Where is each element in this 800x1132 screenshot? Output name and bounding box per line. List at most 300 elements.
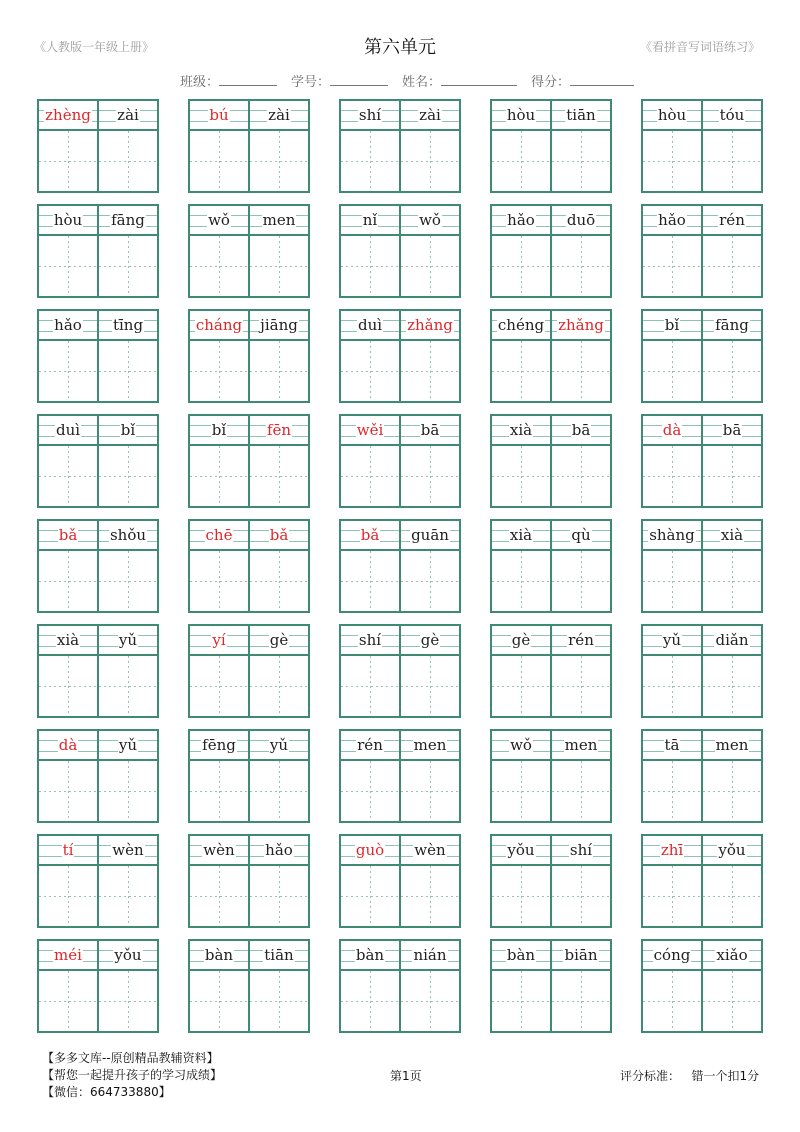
writing-square[interactable] (401, 971, 459, 1031)
pinyin-label (552, 206, 610, 236)
writing-square[interactable] (492, 341, 550, 401)
character-cell (190, 101, 248, 191)
pinyin-text: bā (420, 421, 440, 439)
pinyin-text: xià (509, 421, 533, 439)
pinyin-label (643, 416, 701, 446)
word-box (188, 834, 310, 928)
word-box (188, 519, 310, 613)
pinyin-label (401, 311, 459, 341)
writing-square[interactable] (39, 341, 97, 401)
writing-square[interactable] (401, 761, 459, 821)
student-number-field[interactable] (291, 71, 388, 90)
pinyin-label (341, 731, 399, 761)
pinyin-text: nián (413, 946, 447, 964)
writing-square[interactable] (492, 131, 550, 191)
character-cell (248, 626, 308, 716)
student-number-label: 学号： (291, 75, 331, 90)
writing-square[interactable] (401, 131, 459, 191)
pinyin-label (39, 731, 97, 761)
pinyin-text: hǎo (658, 211, 686, 229)
writing-square[interactable] (39, 866, 97, 926)
pinyin-text: cháng (195, 316, 243, 334)
grading-rule: 错一个扣1分 (691, 1069, 760, 1083)
student-number-blank[interactable] (330, 73, 388, 86)
name-blank[interactable] (441, 73, 517, 86)
word-box (37, 99, 159, 193)
writing-square[interactable] (341, 761, 399, 821)
writing-square[interactable] (39, 761, 97, 821)
character-cell (492, 206, 550, 296)
writing-square[interactable] (341, 446, 399, 506)
writing-square[interactable] (703, 446, 761, 506)
writing-square[interactable] (39, 551, 97, 611)
word-box (490, 309, 612, 403)
character-cell (643, 941, 701, 1031)
writing-square[interactable] (99, 656, 157, 716)
writing-square[interactable] (99, 446, 157, 506)
character-cell (550, 416, 610, 506)
class-field[interactable] (180, 71, 277, 90)
pinyin-label (341, 941, 399, 971)
character-cell (701, 521, 761, 611)
character-cell (248, 311, 308, 401)
pinyin-text: bǐ (664, 316, 680, 334)
character-cell (550, 626, 610, 716)
pinyin-text: wěi (356, 421, 384, 439)
pinyin-text: tiān (264, 946, 294, 964)
pinyin-label (492, 311, 550, 341)
pinyin-label (552, 836, 610, 866)
writing-square[interactable] (552, 551, 610, 611)
writing-square[interactable] (190, 761, 248, 821)
pinyin-label (99, 416, 157, 446)
pinyin-label (703, 416, 761, 446)
pinyin-text: bǎ (269, 526, 289, 544)
writing-square[interactable] (250, 236, 308, 296)
pinyin-label (190, 521, 248, 551)
writing-square[interactable] (39, 656, 97, 716)
character-cell (39, 626, 97, 716)
character-cell (550, 206, 610, 296)
character-cell (39, 101, 97, 191)
writing-square[interactable] (492, 236, 550, 296)
writing-square[interactable] (341, 131, 399, 191)
writing-square[interactable] (643, 866, 701, 926)
pinyin-label (250, 731, 308, 761)
character-cell (550, 941, 610, 1031)
word-box (641, 99, 763, 193)
pinyin-text: fāng (715, 316, 749, 334)
character-cell (190, 626, 248, 716)
writing-square[interactable] (250, 341, 308, 401)
pinyin-text: men (715, 736, 749, 754)
pinyin-text: méi (54, 946, 82, 964)
writing-square[interactable] (643, 551, 701, 611)
writing-square[interactable] (643, 131, 701, 191)
writing-square[interactable] (552, 341, 610, 401)
writing-square[interactable] (401, 446, 459, 506)
footer-line: 【多多文库--原创精品教辅资料】 (42, 1051, 219, 1065)
pinyin-label (39, 626, 97, 656)
pinyin-text: hòu (657, 106, 687, 124)
writing-square[interactable] (703, 551, 761, 611)
writing-square[interactable] (99, 551, 157, 611)
character-cell (492, 101, 550, 191)
character-cell (97, 731, 157, 821)
character-cell (39, 416, 97, 506)
pinyin-label (492, 521, 550, 551)
character-cell (492, 626, 550, 716)
pinyin-label (401, 941, 459, 971)
writing-square[interactable] (643, 761, 701, 821)
character-cell (190, 416, 248, 506)
character-cell (341, 101, 399, 191)
word-box (188, 414, 310, 508)
pinyin-text: shí (358, 106, 382, 124)
character-cell (643, 416, 701, 506)
writing-square[interactable] (190, 656, 248, 716)
character-cell (399, 731, 459, 821)
character-cell (341, 731, 399, 821)
writing-square[interactable] (703, 761, 761, 821)
word-box (641, 414, 763, 508)
pinyin-label (190, 836, 248, 866)
writing-square[interactable] (341, 866, 399, 926)
pinyin-text: zài (268, 106, 290, 124)
pinyin-label (552, 626, 610, 656)
word-box (37, 729, 159, 823)
character-cell (550, 521, 610, 611)
word-box (37, 519, 159, 613)
pinyin-text: yǔ (269, 736, 289, 754)
writing-square[interactable] (39, 971, 97, 1031)
pinyin-label (492, 836, 550, 866)
word-box (188, 204, 310, 298)
character-cell (492, 416, 550, 506)
name-field[interactable] (402, 71, 517, 90)
writing-square[interactable] (190, 866, 248, 926)
pinyin-label (401, 626, 459, 656)
character-cell (341, 521, 399, 611)
pinyin-label (39, 521, 97, 551)
writing-square[interactable] (643, 341, 701, 401)
word-box (641, 729, 763, 823)
pinyin-label (99, 836, 157, 866)
word-box (37, 624, 159, 718)
writing-square[interactable] (250, 866, 308, 926)
character-cell (97, 836, 157, 926)
class-blank[interactable] (219, 73, 277, 86)
word-box (339, 414, 461, 508)
character-cell (399, 206, 459, 296)
pinyin-label (99, 626, 157, 656)
character-cell (341, 941, 399, 1031)
pinyin-label (703, 731, 761, 761)
pinyin-label (341, 206, 399, 236)
character-cell (550, 101, 610, 191)
pinyin-text: dà (58, 736, 78, 754)
writing-square[interactable] (703, 341, 761, 401)
pinyin-text: shǒu (109, 526, 147, 544)
pinyin-label (341, 101, 399, 131)
character-cell (492, 941, 550, 1031)
writing-square[interactable] (552, 236, 610, 296)
pinyin-label (190, 416, 248, 446)
writing-square[interactable] (250, 656, 308, 716)
writing-square[interactable] (39, 131, 97, 191)
writing-square[interactable] (703, 131, 761, 191)
writing-square[interactable] (552, 656, 610, 716)
pinyin-text: hòu (53, 211, 83, 229)
character-cell (643, 731, 701, 821)
writing-square[interactable] (39, 446, 97, 506)
character-cell (97, 101, 157, 191)
writing-square[interactable] (552, 446, 610, 506)
character-cell (701, 731, 761, 821)
character-cell (39, 731, 97, 821)
writing-square[interactable] (492, 971, 550, 1031)
word-box (641, 624, 763, 718)
pinyin-text: bǎ (360, 526, 380, 544)
character-cell (701, 416, 761, 506)
pinyin-label (552, 311, 610, 341)
writing-square[interactable] (190, 446, 248, 506)
character-cell (248, 941, 308, 1031)
writing-square[interactable] (643, 656, 701, 716)
writing-square[interactable] (250, 761, 308, 821)
word-box (641, 834, 763, 928)
writing-square[interactable] (341, 971, 399, 1031)
character-cell (341, 836, 399, 926)
pinyin-label (190, 101, 248, 131)
pinyin-label (401, 521, 459, 551)
writing-square[interactable] (492, 551, 550, 611)
pinyin-label (250, 941, 308, 971)
writing-square[interactable] (341, 341, 399, 401)
pinyin-text: shí (358, 631, 382, 649)
writing-square[interactable] (99, 131, 157, 191)
word-box (339, 519, 461, 613)
word-box (641, 204, 763, 298)
writing-square[interactable] (250, 551, 308, 611)
pinyin-text: cóng (653, 946, 691, 964)
character-cell (701, 836, 761, 926)
pinyin-label (99, 521, 157, 551)
writing-square[interactable] (552, 761, 610, 821)
writing-square[interactable] (703, 971, 761, 1031)
footer-line: 【帮您一起提升孩子的学习成绩】 (42, 1068, 223, 1082)
pinyin-text: qù (571, 526, 591, 544)
character-cell (399, 311, 459, 401)
writing-square[interactable] (250, 131, 308, 191)
pinyin-label (703, 101, 761, 131)
pinyin-text: zhǎng (407, 316, 453, 334)
pinyin-text: zhī (660, 841, 684, 859)
word-box (339, 309, 461, 403)
pinyin-text: duì (55, 421, 81, 439)
word-grid (37, 99, 763, 1033)
writing-square[interactable] (492, 446, 550, 506)
pinyin-label (190, 731, 248, 761)
pinyin-text: yǒu (114, 946, 142, 964)
character-cell (399, 941, 459, 1031)
pinyin-text: men (564, 736, 598, 754)
writing-square[interactable] (341, 236, 399, 296)
writing-square[interactable] (341, 551, 399, 611)
score-field[interactable] (531, 71, 634, 90)
pinyin-text: wǒ (419, 211, 441, 229)
pinyin-text: yǔ (118, 631, 138, 649)
pinyin-label (401, 731, 459, 761)
pinyin-text: dà (662, 421, 682, 439)
pinyin-text: yǒu (718, 841, 746, 859)
character-cell (97, 311, 157, 401)
grading-standard (620, 1067, 759, 1084)
pinyin-text: yǔ (662, 631, 682, 649)
writing-square[interactable] (99, 236, 157, 296)
writing-square[interactable] (190, 971, 248, 1031)
pinyin-label (552, 101, 610, 131)
writing-square[interactable] (99, 971, 157, 1031)
pinyin-label (643, 101, 701, 131)
writing-square[interactable] (643, 446, 701, 506)
pinyin-label (703, 626, 761, 656)
writing-square[interactable] (190, 341, 248, 401)
pinyin-text: bā (571, 421, 591, 439)
word-box (37, 309, 159, 403)
writing-square[interactable] (99, 761, 157, 821)
word-box (339, 834, 461, 928)
pinyin-label (401, 101, 459, 131)
character-cell (643, 311, 701, 401)
grading-label: 评分标准： (620, 1069, 681, 1083)
writing-square[interactable] (190, 236, 248, 296)
character-cell (97, 206, 157, 296)
pinyin-text: tīng (112, 316, 144, 334)
writing-square[interactable] (401, 656, 459, 716)
pinyin-text: rén (568, 631, 594, 649)
writing-square[interactable] (190, 551, 248, 611)
pinyin-text: fēn (266, 421, 292, 439)
writing-square[interactable] (703, 236, 761, 296)
word-box (339, 624, 461, 718)
character-cell (643, 521, 701, 611)
pinyin-label (250, 521, 308, 551)
score-blank[interactable] (570, 73, 634, 86)
writing-square[interactable] (99, 866, 157, 926)
pinyin-label (250, 626, 308, 656)
pinyin-label (643, 311, 701, 341)
pinyin-label (401, 206, 459, 236)
pinyin-label (643, 521, 701, 551)
writing-square[interactable] (99, 341, 157, 401)
pinyin-text: xià (56, 631, 80, 649)
pinyin-label (552, 521, 610, 551)
pinyin-label (341, 521, 399, 551)
character-cell (701, 311, 761, 401)
character-cell (97, 416, 157, 506)
writing-square[interactable] (341, 656, 399, 716)
pinyin-text: bàn (506, 946, 536, 964)
writing-square[interactable] (552, 866, 610, 926)
character-cell (190, 731, 248, 821)
pinyin-text: guān (411, 526, 449, 544)
writing-square[interactable] (401, 551, 459, 611)
pinyin-text: bàn (355, 946, 385, 964)
writing-square[interactable] (643, 236, 701, 296)
word-box (339, 729, 461, 823)
writing-square[interactable] (492, 761, 550, 821)
writing-square[interactable] (401, 866, 459, 926)
header-left-text: 《人教版一年级上册》 (34, 40, 155, 54)
writing-square[interactable] (401, 341, 459, 401)
pinyin-text: hǎo (265, 841, 293, 859)
pinyin-label (492, 206, 550, 236)
pinyin-text: men (262, 211, 296, 229)
pinyin-label (99, 731, 157, 761)
pinyin-label (643, 836, 701, 866)
footer-line: 【微信：664733880】 (42, 1085, 171, 1099)
character-cell (492, 731, 550, 821)
word-box (37, 834, 159, 928)
pinyin-text: zài (117, 106, 139, 124)
pinyin-text: guò (355, 841, 385, 859)
character-cell (39, 836, 97, 926)
writing-square[interactable] (552, 971, 610, 1031)
character-cell (190, 311, 248, 401)
writing-square[interactable] (39, 236, 97, 296)
pinyin-label (643, 206, 701, 236)
class-label: 班级： (180, 75, 220, 90)
writing-square[interactable] (552, 131, 610, 191)
pinyin-text: rén (357, 736, 383, 754)
writing-square[interactable] (401, 236, 459, 296)
word-box (641, 519, 763, 613)
character-cell (643, 206, 701, 296)
writing-square[interactable] (492, 656, 550, 716)
character-cell (248, 416, 308, 506)
pinyin-text: hòu (506, 106, 536, 124)
character-cell (97, 941, 157, 1031)
writing-square[interactable] (703, 866, 761, 926)
pinyin-text: rén (719, 211, 745, 229)
pinyin-text: hǎo (54, 316, 82, 334)
pinyin-label (341, 626, 399, 656)
pinyin-text: bú (209, 106, 229, 124)
pinyin-text: tā (664, 736, 680, 754)
pinyin-text: wǒ (510, 736, 532, 754)
pinyin-label (99, 941, 157, 971)
writing-square[interactable] (703, 656, 761, 716)
character-cell (248, 206, 308, 296)
character-cell (550, 731, 610, 821)
word-box (641, 939, 763, 1033)
writing-square[interactable] (190, 131, 248, 191)
writing-square[interactable] (643, 971, 701, 1031)
pinyin-label (39, 416, 97, 446)
pinyin-label (492, 941, 550, 971)
character-cell (248, 521, 308, 611)
writing-square[interactable] (492, 866, 550, 926)
word-box (37, 414, 159, 508)
pinyin-label (552, 416, 610, 446)
pinyin-label (39, 101, 97, 131)
writing-square[interactable] (250, 446, 308, 506)
pinyin-label (703, 521, 761, 551)
writing-square[interactable] (250, 971, 308, 1031)
pinyin-label (39, 206, 97, 236)
name-label: 姓名： (402, 75, 442, 90)
